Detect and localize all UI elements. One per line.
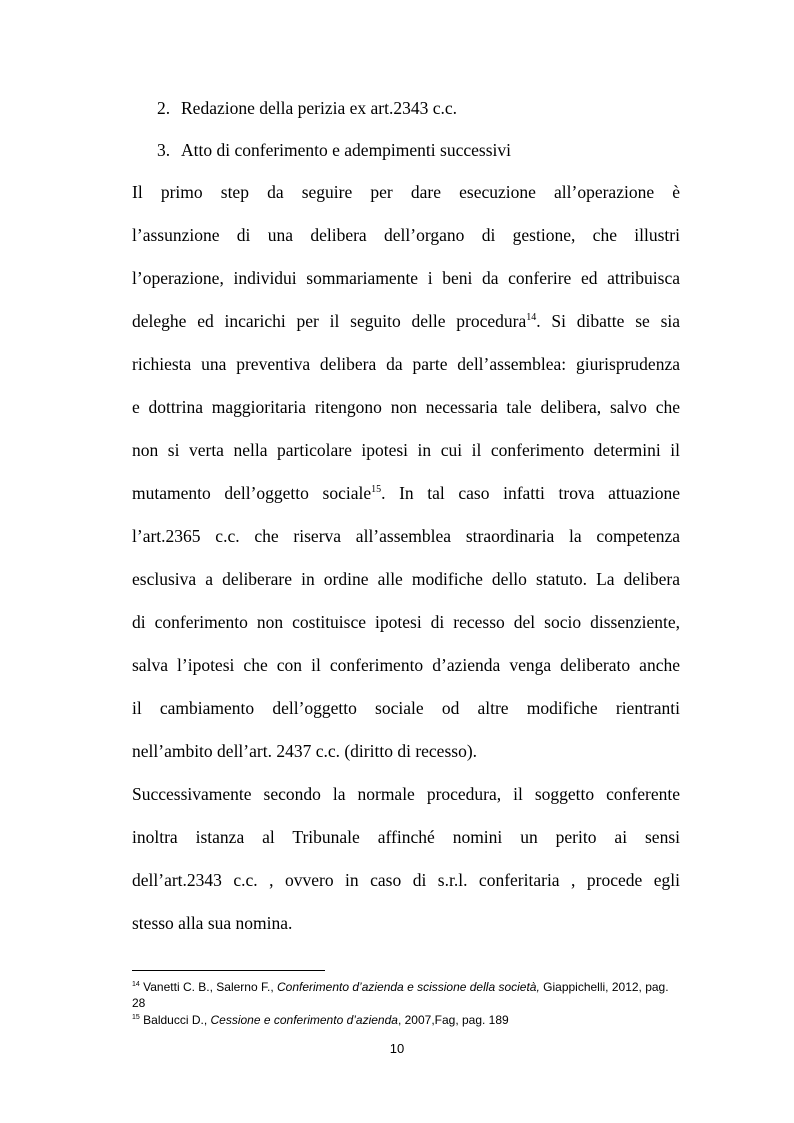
footnote-continuation: 28	[132, 996, 146, 1010]
footnote-publisher: Giappichelli, 2012, pag.	[539, 980, 669, 994]
text-line: Il primo step da seguire per dare esecuzione all’operazione è	[132, 182, 680, 202]
text-line: non si verta nella particolare ipotesi in cui il conferimento determini il	[132, 440, 680, 460]
text-line: Successivamente secondo la normale procedura, il soggetto conferente	[132, 784, 680, 804]
footnote-14	[132, 979, 682, 1011]
footnote-number: 15	[132, 1014, 140, 1021]
footnote-number: 14	[132, 981, 140, 988]
list-number: 3.	[157, 140, 171, 160]
text-span: deleghe ed incarichi per il seguito delle procedura	[132, 311, 527, 331]
page-number: 10	[389, 1041, 405, 1056]
footnote-author: Vanetti C. B., Salerno F.,	[143, 980, 277, 994]
footnote-author: Balducci D.,	[143, 1013, 211, 1027]
text-line: l’art.2365 c.c. che riserva all’assemblea straordinaria la competenza	[132, 526, 680, 546]
text-line: inoltra istanza al Tribunale affinché nomini un perito ai sensi	[132, 827, 680, 847]
text-line: salva l’ipotesi che con il conferimento d’azienda venga deliberato anche	[132, 655, 680, 675]
footnote-15	[132, 1012, 682, 1028]
text-line	[132, 481, 680, 505]
text-span: mutamento dell’oggetto sociale	[132, 483, 372, 503]
list-item-2	[157, 98, 457, 119]
text-line: stesso alla sua nomina.	[132, 913, 293, 933]
list-text: Redazione della perizia ex art.2343 c.c.	[181, 98, 457, 118]
text-span: . In tal caso infatti trova attuazione	[381, 483, 680, 503]
footnote-title: Cessione e conferimento d’azienda	[210, 1013, 398, 1027]
text-line: richiesta una preventiva delibera da parte dell’assemblea: giurisprudenza	[132, 354, 680, 374]
text-line: dell’art.2343 c.c. , ovvero in caso di s.r.l. conferitaria , procede egli	[132, 870, 680, 890]
text-line: esclusiva a deliberare in ordine alle modifiche dello statuto. La delibera	[132, 569, 680, 589]
list-item-3	[157, 140, 511, 161]
text-line: e dottrina maggioritaria ritengono non necessaria tale delibera, salvo che	[132, 397, 680, 417]
text-line	[132, 309, 680, 333]
text-line: l’assunzione di una delibera dell’organo di gestione, che illustri	[132, 225, 680, 245]
text-line: l’operazione, individui sommariamente i beni da conferire ed attribuisca	[132, 268, 680, 288]
footnote-publisher: , 2007,Fag, pag. 189	[397, 1013, 509, 1027]
footnote-ref-15: 15	[371, 484, 382, 495]
text-line: il cambiamento dell’oggetto sociale od altre modifiche rientranti	[132, 698, 680, 718]
list-text: Atto di conferimento e adempimenti successivi	[181, 140, 511, 160]
list-number: 2.	[157, 98, 171, 118]
footnote-ref-14: 14	[526, 312, 537, 323]
text-line: di conferimento non costituisce ipotesi di recesso del socio dissenziente,	[132, 612, 680, 632]
text-line: nell’ambito dell’art. 2437 c.c. (diritto di recesso).	[132, 741, 478, 761]
text-span: . Si dibatte se sia	[536, 311, 681, 331]
footnote-separator	[132, 970, 325, 971]
footnote-title: Conferimento d’azienda e scissione della società,	[276, 980, 540, 994]
